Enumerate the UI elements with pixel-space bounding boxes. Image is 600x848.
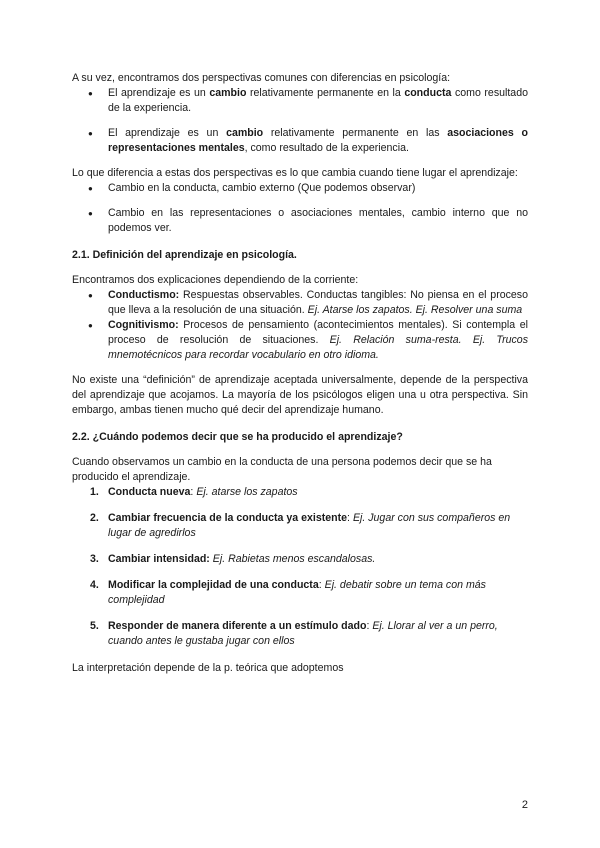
text-run: Respuestas observables. Conductas tangibles: No piensa en el proceso que lleva a la resolución de una situación.	[108, 289, 528, 316]
theory-label: Conductismo:	[108, 289, 180, 301]
list-item	[72, 552, 528, 567]
item-number: 3.	[90, 553, 99, 565]
section-2-2-intro: Cuando observamos un cambio en la conducta de una persona podemos decir que se ha producido el aprendizaje.	[72, 456, 492, 483]
text-run: relativamente permanente en la	[246, 87, 405, 99]
item-number: 2.	[90, 512, 99, 524]
item-label: Responder de manera diferente a un estímulo dado	[108, 620, 367, 632]
section-heading-2-2: 2.2. ¿Cuándo podemos decir que se ha producido el aprendizaje?	[72, 431, 403, 443]
text-run: Procesos de pensamiento (acontecimientos mentales). Si contempla el proceso de resolución de situaciones.	[108, 319, 528, 346]
list-item: ● Cambio en las representaciones o asociaciones mentales, cambio interno que no podemos ver.	[72, 206, 528, 236]
changes-list	[72, 181, 528, 236]
theories-list	[72, 288, 528, 363]
list-item	[72, 318, 528, 363]
separator: :	[190, 486, 197, 498]
bold-text: conducta	[404, 87, 452, 99]
example-text: Ej. Jugar con sus compañeros en lugar de agredirlos	[108, 512, 511, 539]
example-text: Ej. debatir sobre un tema con más complejidad	[108, 579, 486, 606]
text-run: El aprendizaje es un	[108, 127, 227, 139]
example-text: Ej. Rabietas menos escandalosas.	[212, 553, 376, 565]
separator: :	[318, 579, 325, 591]
section-2-1-intro: Encontramos dos explicaciones dependiendo de la corriente:	[72, 274, 359, 286]
learning-indicators-list	[72, 485, 528, 649]
item-label: Modificar la complejidad de una conducta	[108, 579, 319, 591]
example-text: Ej. Relación suma-resta. Ej. Trucos mnemotécnicos para recordar vocabulario en otro idioma.	[108, 334, 528, 361]
text-run: como resultado de la experiencia.	[108, 87, 528, 114]
list-item	[72, 288, 528, 318]
example-text: Ej. Atarse los zapatos. Ej. Resolver una suma	[307, 304, 523, 316]
bold-text: cambio	[226, 127, 264, 139]
separator: :	[366, 620, 373, 632]
theory-label: Cognitivismo:	[108, 319, 179, 331]
difference-paragraph: Lo que diferencia a estas dos perspectivas es lo que cambia cuando tiene lugar el aprendizaje:	[72, 167, 518, 179]
item-number: 5.	[90, 620, 99, 632]
perspectives-list	[72, 86, 528, 156]
item-label: Cambiar frecuencia de la conducta ya existente	[108, 512, 348, 524]
list-item	[72, 126, 528, 156]
item-number: 4.	[90, 579, 99, 591]
section-2-2-closing: La interpretación depende de la p. teórica que adoptemos	[72, 662, 344, 674]
text-run: , como resultado de la experiencia.	[244, 142, 409, 154]
list-item	[72, 619, 528, 649]
list-item: ● Cambio en la conducta, cambio externo (Que podemos observar)	[72, 181, 528, 196]
list-item	[72, 511, 528, 541]
bold-text: cambio	[209, 87, 247, 99]
intro-paragraph: A su vez, encontramos dos perspectivas comunes con diferencias en psicología:	[72, 72, 451, 84]
bold-text: asociaciones o representaciones mentales	[108, 127, 528, 154]
text-run: El aprendizaje es un	[108, 87, 210, 99]
list-item	[72, 578, 528, 608]
item-label: Conducta nueva	[108, 486, 191, 498]
example-text: Ej. Llorar al ver a un perro, cuando antes le gustaba jugar con ellos	[108, 620, 498, 647]
list-item	[72, 485, 528, 500]
item-number: 1.	[90, 486, 99, 498]
text-run: relativamente permanente en las	[263, 127, 448, 139]
section-heading-2-1: 2.1. Definición del aprendizaje en psicología.	[72, 249, 297, 261]
page-number: 2	[521, 799, 528, 811]
separator: :	[347, 512, 353, 524]
section-2-1-closing: No existe una “definición” de aprendizaje aceptada universalmente, depende de la perspectiva del aprendizaje que acojamos. La mayoría de los psicólogos eligen una u otra perspectiva. Sin embargo, ambas tienen mucho qué decir del aprendizaje humano.	[72, 374, 528, 416]
example-text: Ej. atarse los zapatos	[196, 486, 298, 498]
item-label: Cambiar intensidad:	[108, 553, 210, 565]
page-content	[72, 71, 528, 676]
list-item	[72, 86, 528, 116]
